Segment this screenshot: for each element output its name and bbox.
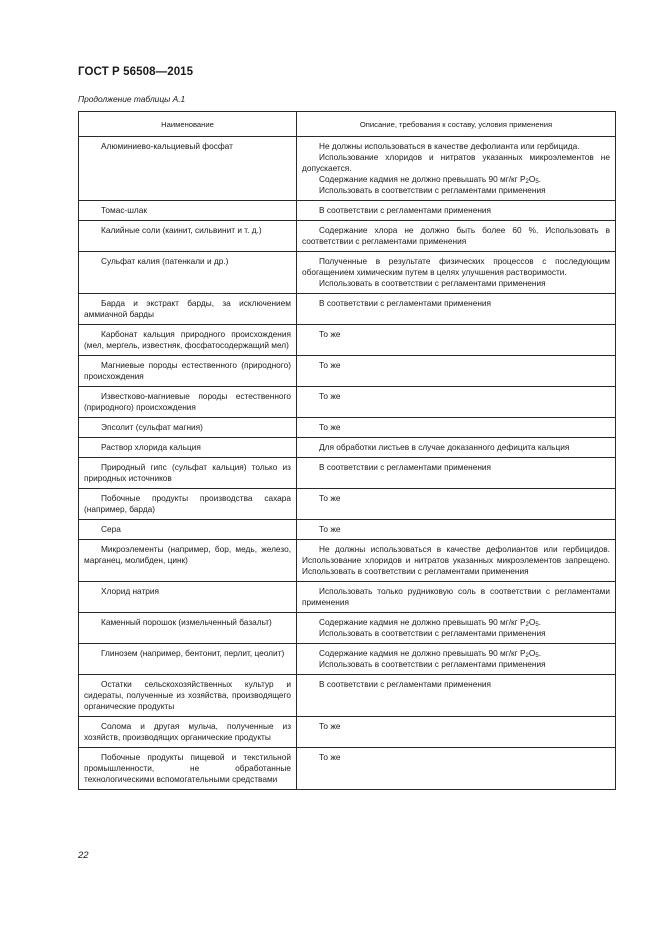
standard-title: ГОСТ Р 56508—2015 <box>78 66 194 78</box>
material-description-cell <box>297 418 616 438</box>
description-paragraph: То же <box>319 524 341 534</box>
description-text: Содержание кадмия не должно превышать 90 мг/кг P <box>319 617 526 627</box>
material-name: Алюминиево-кальциевый фосфат <box>101 141 233 151</box>
material-name: Карбонат кальция природного происхождения (мел, мергель, известняк, фосфатосодержащий мел) <box>84 329 291 350</box>
material-name: Сульфат калия (патенкали и др.) <box>101 256 229 266</box>
material-description-cell <box>297 613 616 644</box>
description-paragraph: В соответствии с регламентами применения <box>319 205 492 215</box>
formula-subscript: 5 <box>535 653 539 659</box>
material-description-cell <box>297 294 616 325</box>
description-text: O <box>528 174 536 184</box>
page-number: 22 <box>78 850 89 861</box>
table-caption: Продолжение таблицы А.1 <box>78 94 186 104</box>
material-description-cell <box>297 221 616 252</box>
material-name: Томас-шлак <box>101 205 148 215</box>
material-name-cell <box>79 137 297 201</box>
formula-subscript: 5 <box>535 179 539 185</box>
material-description-cell <box>297 438 616 458</box>
material-description-cell <box>297 582 616 613</box>
material-name: Калийные соли (каинит, сильвинит и т. д.) <box>101 225 262 235</box>
material-name-cell <box>79 438 297 458</box>
table-row <box>79 252 616 294</box>
material-description-cell <box>297 458 616 489</box>
table-row <box>79 540 616 582</box>
material-name-cell <box>79 717 297 748</box>
material-name: Сера <box>101 524 121 534</box>
description-paragraph: Содержание хлора не должно быть более 60 %. Использовать в соответствии с регламентами применения <box>302 225 610 246</box>
description-text: . <box>538 174 542 184</box>
description-paragraph: Использовать в соответствии с регламентами применения <box>319 628 546 638</box>
table-row <box>79 387 616 418</box>
description-text: Содержание кадмия не должно превышать 90 мг/кг P <box>319 648 526 658</box>
description-paragraph: Использовать в соответствии с регламентами применения <box>319 185 546 195</box>
table-header-row <box>79 112 616 137</box>
formula-subscript: 5 <box>535 622 539 628</box>
material-name-cell <box>79 582 297 613</box>
table-row <box>79 356 616 387</box>
table-row <box>79 675 616 717</box>
formula-subscript: 2 <box>525 179 529 185</box>
table-body <box>79 137 616 790</box>
description-text: O <box>528 648 536 658</box>
description-paragraph: Полученные в результате физических процессов с последующим обогащением химическим путем в целях улучшения растворимости. <box>302 256 610 277</box>
description-text: . <box>538 617 542 627</box>
material-name: Известково-магниевые породы естественного (природного) происхождения <box>84 391 291 412</box>
material-name-cell <box>79 221 297 252</box>
material-description-cell <box>297 387 616 418</box>
table-row <box>79 418 616 438</box>
description-paragraph: Использовать только рудниковую соль в соответствии с регламентами применения <box>302 586 610 607</box>
table-row <box>79 325 616 356</box>
table-row <box>79 458 616 489</box>
material-description-cell <box>297 644 616 675</box>
material-name: Глинозем (например, бентонит, перлит, цеолит) <box>101 648 285 658</box>
description-paragraph: Для обработки листьев в случае доказанного дефицита кальция <box>319 442 570 452</box>
column-header-description: Описание, требования к составу, условия применения <box>297 112 616 137</box>
description-paragraph: Использование хлоридов и нитратов указанных микроэлементов не допускается. <box>302 152 610 173</box>
materials-table <box>78 111 616 790</box>
table-row <box>79 489 616 520</box>
description-paragraph <box>302 617 610 628</box>
description-paragraph: То же <box>319 329 341 339</box>
description-paragraph <box>302 648 610 659</box>
material-name: Барда и экстракт барды, за исключением аммиачной барды <box>84 298 291 319</box>
description-paragraph: Не должны использоваться в качестве дефолианта или гербицида. <box>319 141 580 151</box>
material-description-cell <box>297 201 616 221</box>
material-description-cell <box>297 675 616 717</box>
table-row <box>79 613 616 644</box>
material-description-cell <box>297 356 616 387</box>
description-paragraph: Использовать в соответствии с регламентами применения <box>319 278 546 288</box>
material-name-cell <box>79 644 297 675</box>
material-name-cell <box>79 675 297 717</box>
material-name: Магниевые породы естественного (природного) происхождения <box>84 360 291 381</box>
material-name: Побочные продукты пищевой и текстильной промышленности, не обработанные технологическими вспомогательными средствами <box>84 752 291 784</box>
material-name: Солома и другая мульча, полученные из хозяйств, производящих органические продукты <box>84 721 291 742</box>
description-paragraph: В соответствии с регламентами применения <box>319 462 492 472</box>
material-name: Раствор хлорида кальция <box>101 442 201 452</box>
material-name-cell <box>79 613 297 644</box>
material-name-cell <box>79 748 297 790</box>
material-description-cell <box>297 137 616 201</box>
description-paragraph: В соответствии с регламентами применения <box>319 679 492 689</box>
formula-subscript: 2 <box>525 653 529 659</box>
description-paragraph: То же <box>319 422 341 432</box>
table-row <box>79 438 616 458</box>
table-row <box>79 137 616 201</box>
material-name-cell <box>79 520 297 540</box>
material-description-cell <box>297 748 616 790</box>
material-description-cell <box>297 717 616 748</box>
description-paragraph: Использовать в соответствии с регламентами применения <box>319 659 546 669</box>
material-name: Эпсолит (сульфат магния) <box>101 422 203 432</box>
formula-subscript: 2 <box>525 622 529 628</box>
material-name: Природный гипс (сульфат кальция) только из природных источников <box>84 462 291 483</box>
material-name-cell <box>79 294 297 325</box>
table-row <box>79 717 616 748</box>
material-description-cell <box>297 325 616 356</box>
material-name: Микроэлементы (например, бор, медь, железо, марганец, молибден, цинк) <box>84 544 291 565</box>
material-name: Остатки сельскохозяйственных культур и сидераты, полученные из хозяйства, производящего органические продукты <box>84 679 291 711</box>
table-row <box>79 748 616 790</box>
material-description-cell <box>297 252 616 294</box>
description-text: O <box>528 617 536 627</box>
material-name: Хлорид натрия <box>101 586 160 596</box>
material-name-cell <box>79 458 297 489</box>
table-row <box>79 201 616 221</box>
material-description-cell <box>297 520 616 540</box>
material-name-cell <box>79 252 297 294</box>
table-row <box>79 221 616 252</box>
material-name: Каменный порошок (измельченный базальт) <box>101 617 272 627</box>
material-name-cell <box>79 356 297 387</box>
description-paragraph: То же <box>319 721 341 731</box>
table-row <box>79 644 616 675</box>
material-name-cell <box>79 540 297 582</box>
material-name: Побочные продукты производства сахара (например, барда) <box>84 493 291 514</box>
material-name-cell <box>79 418 297 438</box>
description-paragraph: Не должны использоваться в качестве дефолиантов или гербицидов. Использование хлоридов и нитратов указанных микроэлементов запрещено. Использовать в соответствии с регламентами применения <box>302 544 610 576</box>
material-name-cell <box>79 489 297 520</box>
description-paragraph: То же <box>319 752 341 762</box>
description-text: Содержание кадмия не должно превышать 90 мг/кг P <box>319 174 526 184</box>
material-description-cell <box>297 540 616 582</box>
material-name-cell <box>79 325 297 356</box>
description-paragraph: То же <box>319 360 341 370</box>
material-description-cell <box>297 489 616 520</box>
table-row <box>79 582 616 613</box>
description-paragraph: То же <box>319 493 341 503</box>
material-name-cell <box>79 387 297 418</box>
description-paragraph: В соответствии с регламентами применения <box>319 298 492 308</box>
description-paragraph <box>302 174 610 185</box>
description-paragraph: То же <box>319 391 341 401</box>
table-row <box>79 294 616 325</box>
description-text: . <box>538 648 542 658</box>
material-name-cell <box>79 201 297 221</box>
table-row <box>79 520 616 540</box>
column-header-name: Наименование <box>79 112 297 137</box>
